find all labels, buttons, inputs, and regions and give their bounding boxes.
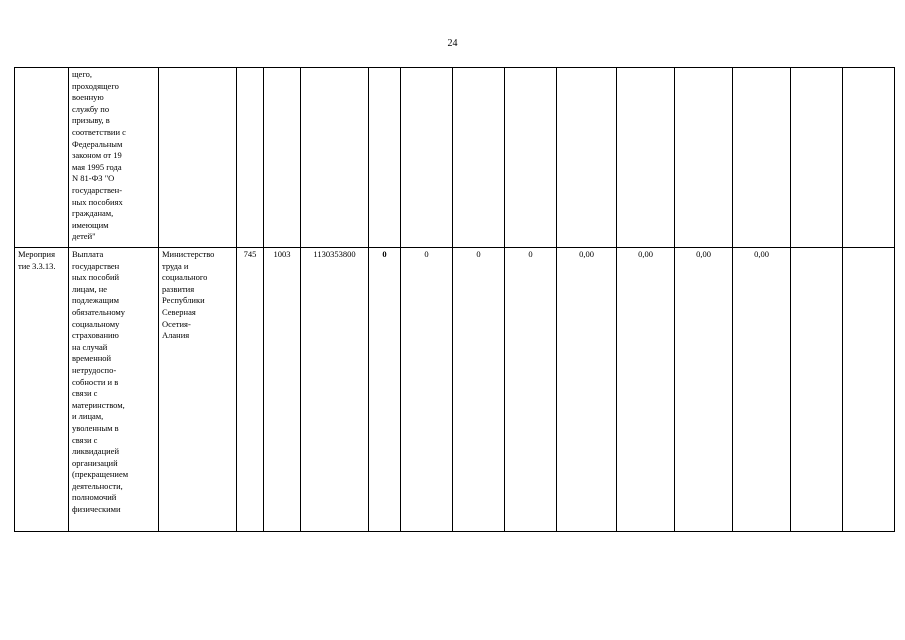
value-cell: 0 [369, 248, 401, 532]
budget-table [14, 67, 895, 532]
value-cell: 0,00 [557, 248, 617, 532]
executor-cell [159, 68, 237, 248]
csr-cell [301, 68, 369, 248]
page-number: 24 [447, 38, 458, 49]
value-cell: 0,00 [617, 248, 675, 532]
value-cell [369, 68, 401, 248]
value-cell [791, 68, 843, 248]
value-cell [843, 248, 895, 532]
value-cell [843, 68, 895, 248]
rzpr-cell: 1003 [264, 248, 301, 532]
description-cell: Выплата государствен ных пособий лицам, не подлежащим обязательному социальному страхованию на случай временной нетрудоспо- собности и в связи с материнством, и лицам, уволенным в связи с ликвидацией организаций (прекращением деятельности, полномочий физическими [69, 248, 159, 532]
csr-cell: 1130353800 [301, 248, 369, 532]
value-cell [505, 68, 557, 248]
value-cell [791, 248, 843, 532]
value-cell [401, 68, 453, 248]
activity-cell [15, 68, 69, 248]
table-row [15, 68, 895, 248]
grbs-cell [237, 68, 264, 248]
activity-cell: Мероприя тие 3.3.13. [15, 248, 69, 532]
grbs-cell: 745 [237, 248, 264, 532]
executor-cell: Министерство труда и социального развития Республики Северная Осетия- Алания [159, 248, 237, 532]
rzpr-cell [264, 68, 301, 248]
value-cell [617, 68, 675, 248]
value-cell: 0 [505, 248, 557, 532]
description-cell: щего, проходящего военную службу по призыву, в соответствии с Федеральным законом от 19 мая 1995 года N 81-ФЗ "О государствен- ных пособиях гражданам, имеющим детей" [69, 68, 159, 248]
value-cell: 0,00 [733, 248, 791, 532]
value-cell: 0 [453, 248, 505, 532]
value-cell: 0,00 [675, 248, 733, 532]
value-cell [453, 68, 505, 248]
table-row [15, 248, 895, 532]
value-cell [733, 68, 791, 248]
value-cell [557, 68, 617, 248]
value-cell: 0 [401, 248, 453, 532]
value-cell [675, 68, 733, 248]
